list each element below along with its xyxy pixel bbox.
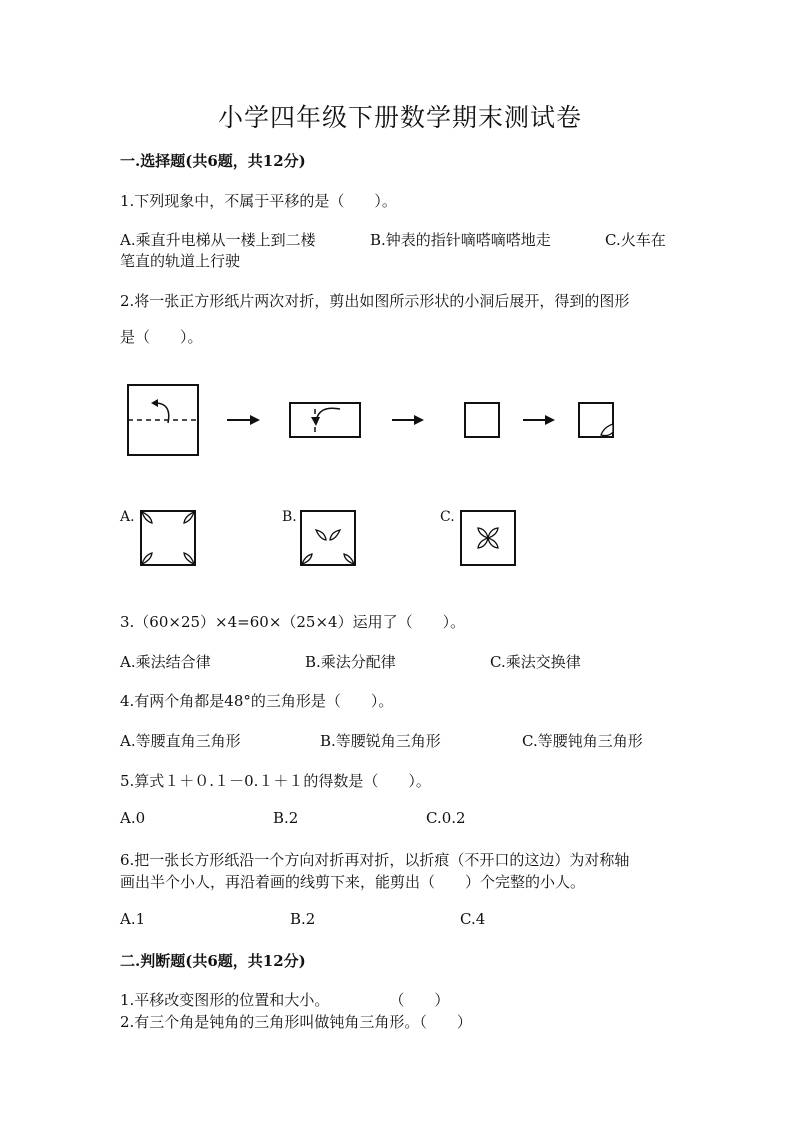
question-4-option-c: C.等腰钝角三角形 xyxy=(522,732,643,750)
question-1-option-c: C.火车在 xyxy=(605,231,666,249)
question-1-option-b: B.钟表的指针嘀嗒嘀嗒地走 xyxy=(370,231,551,249)
option-a-figure xyxy=(138,508,198,568)
judgment-item-2: 2.有三个角是钝角的三角形叫做钝角三角形。（ ） xyxy=(120,1013,472,1031)
question-2-option-c-label: C. xyxy=(440,509,455,525)
question-3-option-b: B.乘法分配律 xyxy=(305,653,396,671)
question-1-option-a: A.乘直升电梯从一楼上到二楼 xyxy=(120,231,316,249)
half-folded-rectangle xyxy=(290,403,360,437)
question-5-option-b: B.2 xyxy=(273,809,299,827)
question-2-text-line1: 2.将一张正方形纸片两次对折，剪出如图所示形状的小洞后展开，得到的图形 xyxy=(120,292,630,310)
question-4-option-a: A.等腰直角三角形 xyxy=(120,732,241,750)
question-1-option-c-continued: 笔直的轨道上行驶 xyxy=(120,252,241,270)
arrow-right-icon xyxy=(392,415,424,425)
question-6-text-line1: 6.把一张长方形纸沿一个方向对折再对折，以折痕（不开口的这边）为对称轴 xyxy=(120,851,630,869)
judgment-item-1: 1.平移改变图形的位置和大小。 （ ） xyxy=(120,991,450,1009)
question-6-option-c: C.4 xyxy=(460,910,486,928)
question-6-option-a: A.1 xyxy=(120,910,146,928)
folding-sequence-figure xyxy=(0,375,800,475)
question-3-option-a: A.乘法结合律 xyxy=(120,653,211,671)
page-title: 小学四年级下册数学期末测试卷 xyxy=(217,103,582,132)
question-6-text-line2: 画出半个小人，再沿着画的线剪下来，能剪出（ ）个完整的小人。 xyxy=(120,873,586,891)
section-heading-choice: 一.选择题(共6题，共12分) xyxy=(120,152,306,170)
question-5-option-c: C.0.2 xyxy=(426,809,466,827)
question-6-option-b: B.2 xyxy=(290,910,316,928)
quarter-folded-square xyxy=(465,403,499,437)
cut-folded-square xyxy=(579,403,613,437)
arrow-right-icon xyxy=(227,415,260,425)
question-4-option-b: B.等腰锐角三角形 xyxy=(320,732,441,750)
option-c-figure xyxy=(458,508,518,568)
unfolded-square-with-fold-arrow xyxy=(128,385,198,455)
question-3-option-c: C.乘法交换律 xyxy=(490,653,581,671)
arrow-right-icon xyxy=(523,415,555,425)
question-2-option-b-label: B. xyxy=(282,509,297,525)
option-b-figure xyxy=(298,508,358,568)
question-2-option-a-label: A. xyxy=(120,509,135,525)
question-5-text: 5.算式１＋０.１－0.１＋１的得数是（ ）。 xyxy=(120,772,431,790)
question-1-text: 1.下列现象中，不属于平移的是（ ）。 xyxy=(120,192,397,210)
question-5-option-a: A.0 xyxy=(120,809,146,827)
question-2-text-line2: 是（ ）。 xyxy=(120,328,203,346)
question-3-text: 3.（60×25）×4=60×（25×4）运用了（ ）。 xyxy=(120,613,466,631)
question-4-text: 4.有两个角都是48°的三角形是（ ）。 xyxy=(120,692,394,710)
section-heading-judgment: 二.判断题(共6题，共12分) xyxy=(120,952,306,970)
